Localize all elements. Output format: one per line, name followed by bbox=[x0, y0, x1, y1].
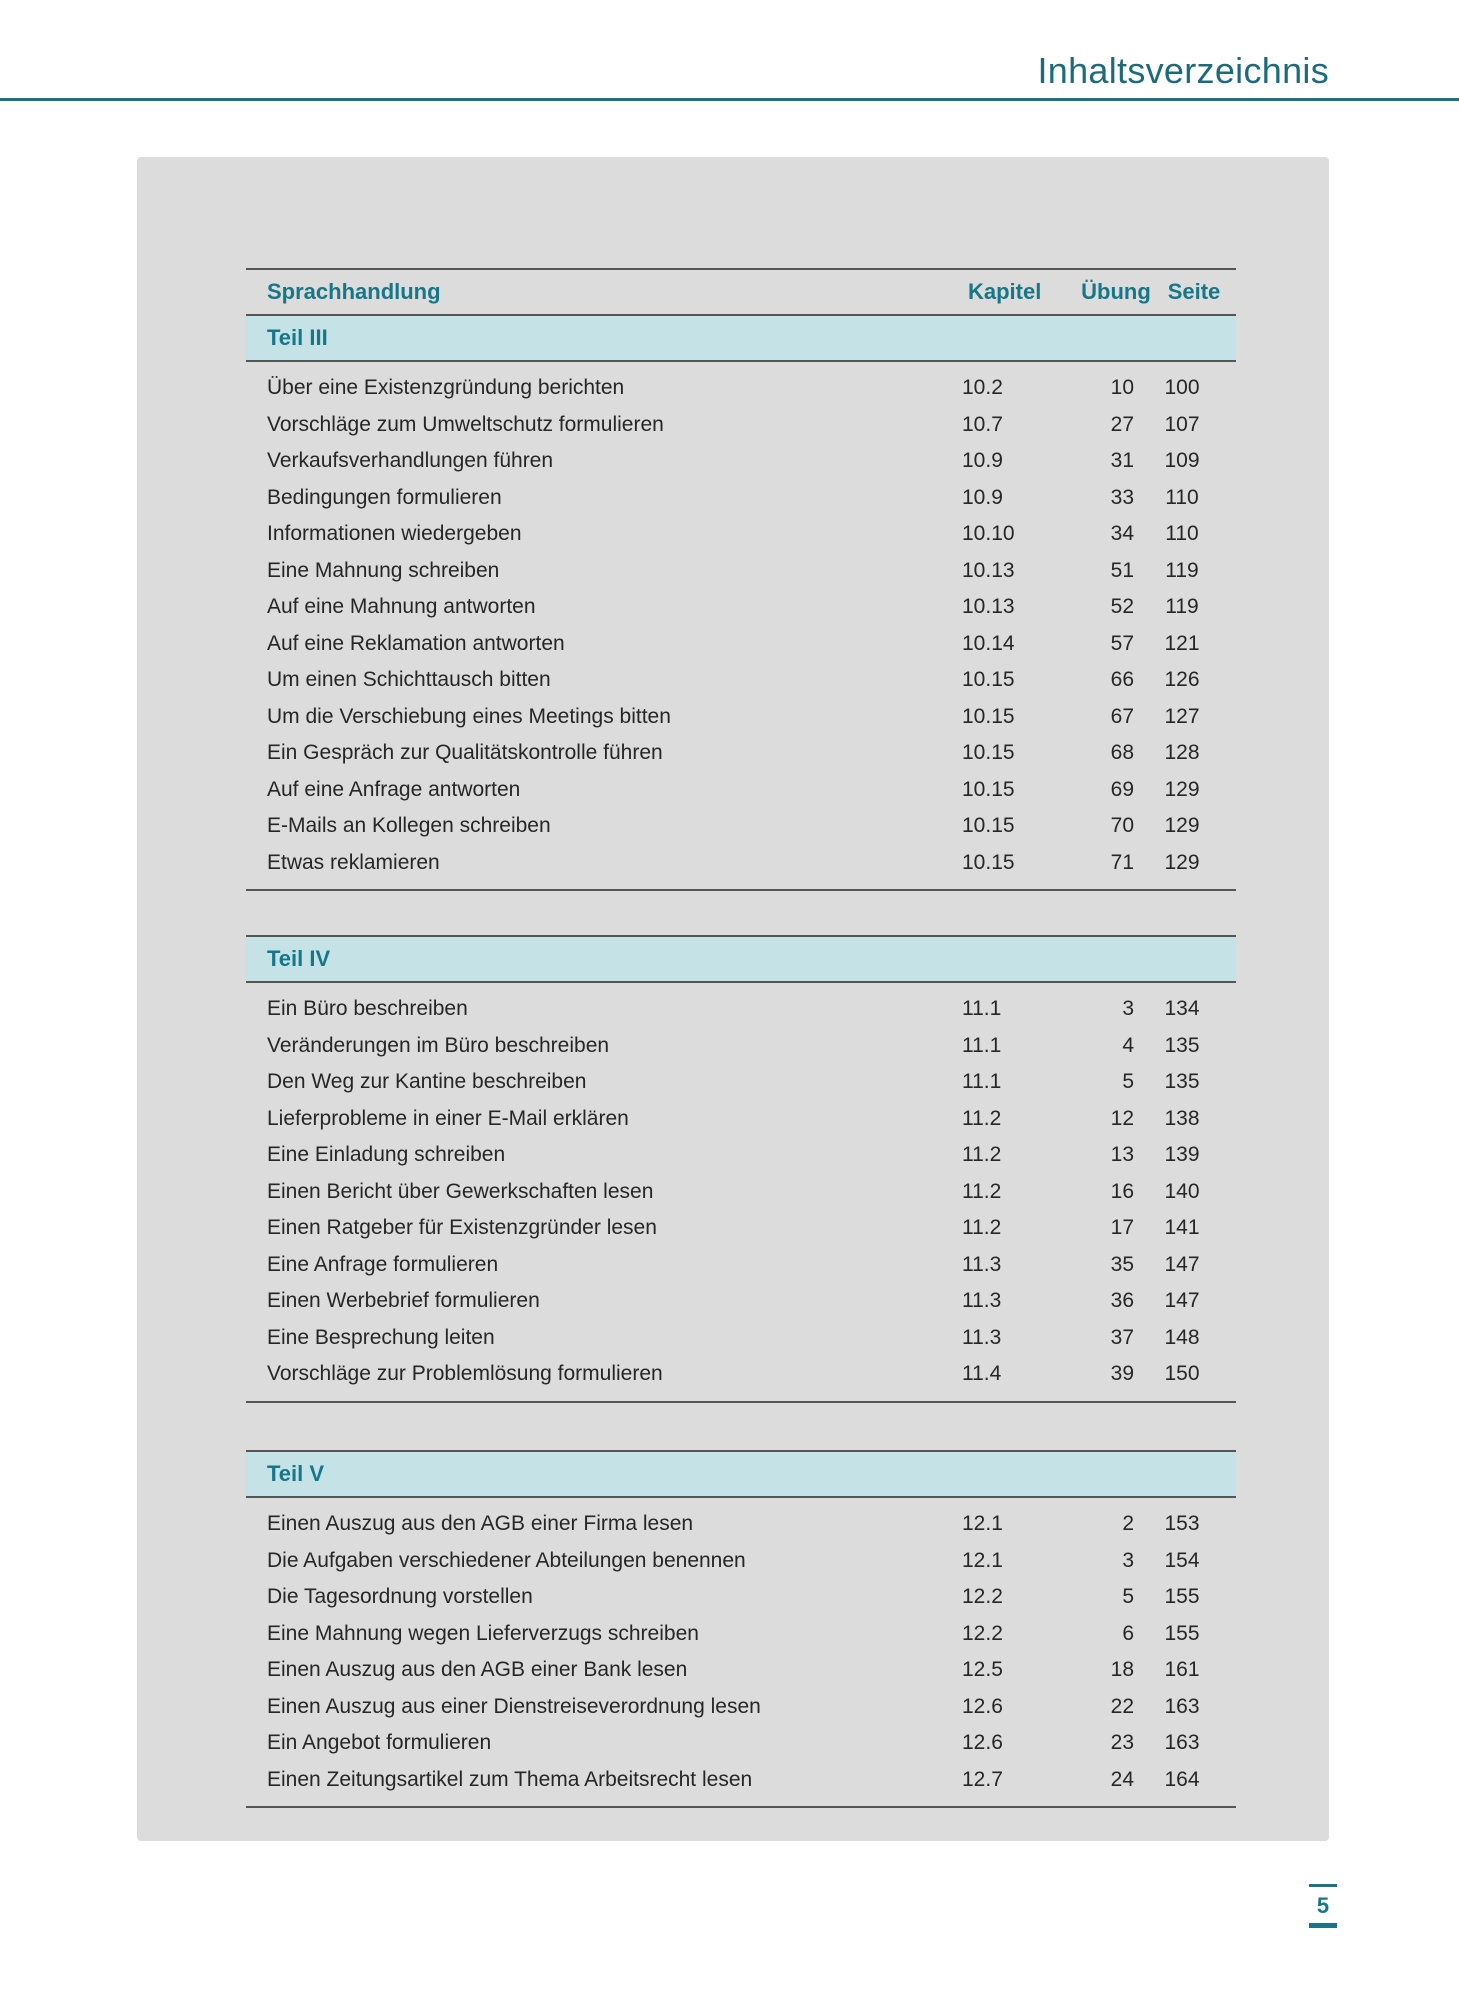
row-kapitel: 10.13 bbox=[962, 558, 1015, 582]
row-seite: 135 bbox=[1164, 1070, 1200, 1094]
table-row bbox=[246, 1579, 1236, 1616]
table-row bbox=[246, 735, 1236, 772]
row-kapitel: 12.1 bbox=[962, 1512, 1003, 1536]
row-seite: 154 bbox=[1164, 1548, 1200, 1572]
row-kapitel: 12.2 bbox=[962, 1585, 1003, 1609]
row-uebung: 23 bbox=[1110, 1731, 1134, 1755]
row-seite: 164 bbox=[1164, 1767, 1200, 1791]
row-seite: 110 bbox=[1165, 485, 1199, 509]
row-sprachhandlung: Auf eine Reklamation antworten bbox=[267, 631, 565, 655]
section-title: Teil III bbox=[267, 325, 328, 350]
row-sprachhandlung: Eine Besprechung leiten bbox=[267, 1325, 495, 1349]
row-seite: 127 bbox=[1164, 704, 1200, 728]
row-seite: 147 bbox=[1164, 1252, 1200, 1276]
row-kapitel: 10.7 bbox=[962, 412, 1003, 436]
row-seite: 129 bbox=[1164, 814, 1200, 838]
row-uebung: 3 bbox=[1122, 1548, 1134, 1572]
row-sprachhandlung: Die Tagesordnung vorstellen bbox=[267, 1585, 533, 1609]
row-kapitel: 12.2 bbox=[962, 1621, 1003, 1645]
row-uebung: 3 bbox=[1122, 997, 1134, 1021]
header-sprachhandlung: Sprachhandlung bbox=[267, 279, 441, 304]
row-seite: 141 bbox=[1164, 1216, 1200, 1240]
row-seite: 119 bbox=[1165, 595, 1199, 619]
header-seite: Seite bbox=[1167, 279, 1221, 304]
row-uebung: 5 bbox=[1122, 1070, 1134, 1094]
row-kapitel: 10.2 bbox=[962, 376, 1003, 400]
table-row bbox=[246, 1137, 1236, 1174]
row-uebung: 33 bbox=[1110, 485, 1134, 509]
table-row bbox=[246, 662, 1236, 699]
row-kapitel: 10.15 bbox=[962, 704, 1015, 728]
row-seite: 119 bbox=[1165, 558, 1199, 582]
header-uebung: Übung bbox=[1081, 279, 1151, 304]
row-sprachhandlung: Die Aufgaben verschiedener Abteilungen benennen bbox=[267, 1548, 746, 1572]
row-kapitel: 10.15 bbox=[962, 814, 1015, 838]
row-sprachhandlung: Etwas reklamieren bbox=[267, 850, 440, 874]
header-kapitel: Kapitel bbox=[968, 279, 1042, 304]
row-seite: 155 bbox=[1164, 1585, 1200, 1609]
row-seite: 109 bbox=[1164, 449, 1200, 473]
row-kapitel: 10.13 bbox=[962, 595, 1015, 619]
section-heading bbox=[246, 1450, 1236, 1498]
table-row bbox=[246, 407, 1236, 444]
row-uebung: 2 bbox=[1122, 1512, 1134, 1536]
row-kapitel: 10.15 bbox=[962, 741, 1015, 765]
page-title: Inhaltsverzeichnis bbox=[1037, 50, 1329, 91]
row-kapitel: 11.2 bbox=[962, 1143, 1002, 1167]
title-rule bbox=[0, 98, 1459, 101]
row-sprachhandlung: Einen Zeitungsartikel zum Thema Arbeitsrecht lesen bbox=[267, 1767, 753, 1791]
row-sprachhandlung: Um einen Schichttausch bitten bbox=[267, 668, 551, 692]
row-uebung: 71 bbox=[1110, 850, 1134, 874]
table-row bbox=[246, 699, 1236, 736]
row-sprachhandlung: Vorschläge zum Umweltschutz formulieren bbox=[267, 412, 664, 436]
row-uebung: 52 bbox=[1110, 595, 1134, 619]
row-sprachhandlung: Lieferprobleme in einer E-Mail erklären bbox=[267, 1106, 629, 1130]
table-row bbox=[246, 626, 1236, 663]
section-heading bbox=[246, 316, 1236, 362]
table-row bbox=[246, 1283, 1236, 1320]
row-sprachhandlung: Einen Bericht über Gewerkschaften lesen bbox=[267, 1179, 654, 1203]
page-number-bar-bottom bbox=[1309, 1923, 1337, 1928]
row-sprachhandlung: Eine Anfrage formulieren bbox=[267, 1252, 499, 1276]
row-sprachhandlung: Bedingungen formulieren bbox=[267, 485, 502, 509]
row-kapitel: 11.4 bbox=[962, 1362, 1002, 1386]
row-uebung: 35 bbox=[1110, 1252, 1134, 1276]
table-row bbox=[246, 1028, 1236, 1065]
row-sprachhandlung: Veränderungen im Büro beschreiben bbox=[267, 1033, 610, 1057]
section-title: Teil V bbox=[267, 1461, 325, 1486]
row-seite: 147 bbox=[1164, 1289, 1200, 1313]
toc-section-1 bbox=[246, 268, 1236, 891]
row-sprachhandlung: Auf eine Mahnung antworten bbox=[267, 595, 536, 619]
row-uebung: 27 bbox=[1110, 412, 1134, 436]
row-seite: 161 bbox=[1164, 1658, 1200, 1682]
row-uebung: 22 bbox=[1110, 1694, 1134, 1718]
row-sprachhandlung: Einen Auszug aus den AGB einer Firma lesen bbox=[267, 1512, 694, 1536]
row-uebung: 17 bbox=[1110, 1216, 1134, 1240]
row-sprachhandlung: Eine Mahnung wegen Lieferverzugs schreiben bbox=[267, 1621, 699, 1645]
table-header bbox=[246, 268, 1236, 316]
table-row bbox=[246, 1652, 1236, 1689]
row-kapitel: 11.3 bbox=[962, 1325, 1002, 1349]
row-seite: 129 bbox=[1164, 850, 1200, 874]
page-number: 5 bbox=[1316, 1893, 1330, 1918]
row-seite: 153 bbox=[1164, 1512, 1200, 1536]
row-uebung: 67 bbox=[1110, 704, 1134, 728]
table-row bbox=[246, 1247, 1236, 1284]
table-row bbox=[246, 480, 1236, 517]
row-uebung: 6 bbox=[1122, 1621, 1134, 1645]
row-kapitel: 12.6 bbox=[962, 1694, 1003, 1718]
row-seite: 129 bbox=[1164, 777, 1200, 801]
table-row bbox=[246, 845, 1236, 882]
table-row bbox=[246, 1210, 1236, 1247]
toc-section-2 bbox=[246, 935, 1236, 1403]
row-sprachhandlung: Den Weg zur Kantine beschreiben bbox=[267, 1070, 587, 1094]
row-seite: 107 bbox=[1164, 412, 1200, 436]
table-row bbox=[246, 1762, 1236, 1799]
section-rows bbox=[246, 1498, 1236, 1808]
row-sprachhandlung: Ein Büro beschreiben bbox=[267, 997, 468, 1021]
row-kapitel: 10.10 bbox=[962, 522, 1015, 546]
toc-section-3 bbox=[246, 1450, 1236, 1808]
row-uebung: 57 bbox=[1110, 631, 1134, 655]
row-uebung: 24 bbox=[1110, 1767, 1134, 1791]
row-uebung: 39 bbox=[1110, 1362, 1134, 1386]
row-uebung: 68 bbox=[1110, 741, 1134, 765]
section-heading bbox=[246, 935, 1236, 983]
row-sprachhandlung: Einen Auszug aus den AGB einer Bank lesen bbox=[267, 1658, 688, 1682]
table-row bbox=[246, 370, 1236, 407]
row-kapitel: 11.1 bbox=[962, 997, 1002, 1021]
row-sprachhandlung: Ein Gespräch zur Qualitätskontrolle führen bbox=[267, 741, 663, 765]
row-kapitel: 10.14 bbox=[962, 631, 1015, 655]
row-uebung: 13 bbox=[1110, 1143, 1134, 1167]
row-uebung: 31 bbox=[1110, 449, 1134, 473]
table-row bbox=[246, 1725, 1236, 1762]
row-seite: 138 bbox=[1164, 1106, 1200, 1130]
row-kapitel: 12.7 bbox=[962, 1767, 1003, 1791]
row-kapitel: 11.1 bbox=[962, 1070, 1002, 1094]
row-kapitel: 11.1 bbox=[962, 1033, 1002, 1057]
section-title: Teil IV bbox=[267, 946, 331, 971]
table-row bbox=[246, 443, 1236, 480]
row-uebung: 5 bbox=[1122, 1585, 1134, 1609]
table-row bbox=[246, 991, 1236, 1028]
row-kapitel: 10.15 bbox=[962, 668, 1015, 692]
table-row bbox=[246, 808, 1236, 845]
row-sprachhandlung: Ein Angebot formulieren bbox=[267, 1731, 492, 1755]
row-uebung: 70 bbox=[1110, 814, 1134, 838]
table-row bbox=[246, 1689, 1236, 1726]
row-kapitel: 10.9 bbox=[962, 485, 1003, 509]
row-seite: 110 bbox=[1165, 522, 1199, 546]
row-uebung: 66 bbox=[1110, 668, 1134, 692]
row-sprachhandlung: Eine Mahnung schreiben bbox=[267, 558, 500, 582]
row-uebung: 36 bbox=[1110, 1289, 1134, 1313]
row-seite: 140 bbox=[1164, 1179, 1200, 1203]
row-sprachhandlung: Informationen wiedergeben bbox=[267, 522, 522, 546]
row-kapitel: 11.3 bbox=[962, 1252, 1002, 1276]
row-kapitel: 12.6 bbox=[962, 1731, 1003, 1755]
row-sprachhandlung: E-Mails an Kollegen schreiben bbox=[267, 814, 551, 838]
row-sprachhandlung: Über eine Existenzgründung berichten bbox=[267, 376, 625, 400]
row-uebung: 12 bbox=[1110, 1106, 1134, 1130]
page-number-box bbox=[1309, 1884, 1337, 1928]
row-kapitel: 11.2 bbox=[962, 1179, 1002, 1203]
row-uebung: 69 bbox=[1110, 777, 1134, 801]
row-kapitel: 11.2 bbox=[962, 1216, 1002, 1240]
section-rows bbox=[246, 362, 1236, 891]
row-sprachhandlung: Eine Einladung schreiben bbox=[267, 1143, 506, 1167]
row-sprachhandlung: Verkaufsverhandlungen führen bbox=[267, 449, 554, 473]
table-row bbox=[246, 1101, 1236, 1138]
row-seite: 150 bbox=[1164, 1362, 1200, 1386]
row-sprachhandlung: Einen Werbebrief formulieren bbox=[267, 1289, 540, 1313]
table-row bbox=[246, 1506, 1236, 1543]
row-sprachhandlung: Auf eine Anfrage antworten bbox=[267, 777, 521, 801]
row-kapitel: 12.1 bbox=[962, 1548, 1003, 1572]
section-rows bbox=[246, 983, 1236, 1403]
row-seite: 139 bbox=[1164, 1143, 1200, 1167]
table-row bbox=[246, 1174, 1236, 1211]
row-seite: 100 bbox=[1164, 376, 1200, 400]
table-row bbox=[246, 553, 1236, 590]
row-kapitel: 11.2 bbox=[962, 1106, 1002, 1130]
row-sprachhandlung: Einen Ratgeber für Existenzgründer lesen bbox=[267, 1216, 657, 1240]
row-sprachhandlung: Um die Verschiebung eines Meetings bitten bbox=[267, 704, 671, 728]
row-kapitel: 10.15 bbox=[962, 850, 1015, 874]
row-uebung: 16 bbox=[1110, 1179, 1134, 1203]
row-sprachhandlung: Einen Auszug aus einer Dienstreiseverordnung lesen bbox=[267, 1694, 761, 1718]
table-row bbox=[246, 1356, 1236, 1393]
row-kapitel: 10.15 bbox=[962, 777, 1015, 801]
row-seite: 148 bbox=[1164, 1325, 1200, 1349]
row-kapitel: 11.3 bbox=[962, 1289, 1002, 1313]
row-seite: 163 bbox=[1164, 1731, 1200, 1755]
row-uebung: 18 bbox=[1110, 1658, 1134, 1682]
row-seite: 134 bbox=[1164, 997, 1200, 1021]
row-seite: 163 bbox=[1164, 1694, 1200, 1718]
row-uebung: 34 bbox=[1110, 522, 1134, 546]
row-kapitel: 10.9 bbox=[962, 449, 1003, 473]
row-sprachhandlung: Vorschläge zur Problemlösung formulieren bbox=[267, 1362, 663, 1386]
row-uebung: 10 bbox=[1110, 376, 1134, 400]
row-uebung: 37 bbox=[1110, 1325, 1134, 1349]
row-uebung: 51 bbox=[1110, 558, 1134, 582]
row-seite: 135 bbox=[1164, 1033, 1200, 1057]
row-seite: 128 bbox=[1164, 741, 1200, 765]
row-seite: 126 bbox=[1164, 668, 1200, 692]
table-row bbox=[246, 1616, 1236, 1653]
table-row bbox=[246, 772, 1236, 809]
row-seite: 121 bbox=[1164, 631, 1200, 655]
row-kapitel: 12.5 bbox=[962, 1658, 1003, 1682]
table-row bbox=[246, 1543, 1236, 1580]
table-row bbox=[246, 516, 1236, 553]
row-uebung: 4 bbox=[1122, 1033, 1134, 1057]
table-row bbox=[246, 589, 1236, 626]
row-seite: 155 bbox=[1164, 1621, 1200, 1645]
table-row bbox=[246, 1064, 1236, 1101]
table-row bbox=[246, 1320, 1236, 1357]
